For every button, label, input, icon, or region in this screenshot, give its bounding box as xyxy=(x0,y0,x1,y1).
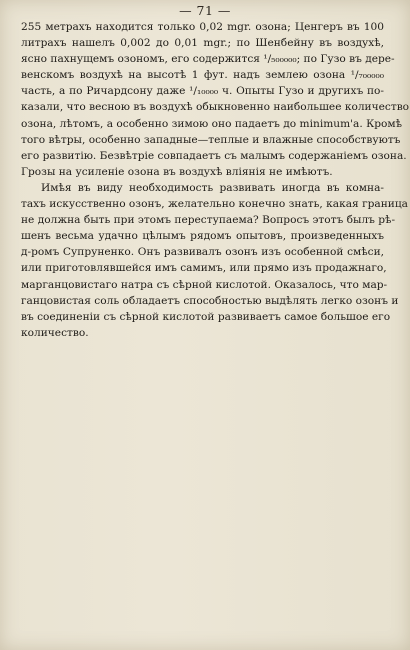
paragraph-1 xyxy=(21,19,410,180)
page-body xyxy=(21,19,410,341)
text-line: количество. xyxy=(21,326,89,339)
text-line: того вѣтры, особенно западные—теплые и влажные способствуютъ xyxy=(21,133,401,146)
text-line: его развитію. Безвѣтріе совпадаетъ съ малымъ содержаніемъ озона. xyxy=(21,149,407,162)
text-line: шенъ весьма удачно цѣлымъ рядомъ опытовъ, произведенныхъ xyxy=(21,230,384,243)
text-line: Имѣя въ виду необходимость развивать иногда въ комна- xyxy=(41,181,384,194)
text-line: д-ромъ Супруненко. Онъ развивалъ озонъ изъ особенной смѣси, xyxy=(21,246,384,259)
text-line: литрахъ нашелъ 0,002 до 0,01 mgr.; по Шенбейну въ воздухѣ, xyxy=(21,37,384,50)
text-line: ганцовистая соль обладаетъ способностью выдѣлять легко озонъ и xyxy=(21,294,399,307)
text-line: озона, лѣтомъ, а особенно зимою оно падаетъ до minimum'a. Кромѣ xyxy=(21,117,403,130)
text-line: марганцовистаго натра съ сѣрной кислотой. Оказалось, что мар- xyxy=(21,278,388,291)
text-line: 255 метрахъ находится только 0,02 mgr. озона; Ценгеръ въ 100 xyxy=(21,21,384,33)
text-line: тахъ искусственно озонъ, желательно конечно знать, какая граница xyxy=(21,198,408,211)
text-line: ясно пахнущемъ озономъ, его содержится ¹/₅₀₀₀₀₀; по Гузо въ дере- xyxy=(21,53,395,66)
text-line: или приготовлявшейся имъ самимъ, или прямо изъ продажнаго, xyxy=(21,262,387,275)
page-number: — 71 — xyxy=(179,3,231,18)
text-line: часть, а по Ричардсону даже ¹/₁₀₀₀₀ ч. Опыты Гузо и другихъ по- xyxy=(21,85,384,98)
text-line: Грозы на усиленіе озона въ воздухѣ вліянія не имѣютъ. xyxy=(21,165,333,178)
text-line: не должна быть при этомъ переступаема? Вопросъ этотъ былъ рѣ- xyxy=(21,214,396,227)
text-line: венскомъ воздухѣ на высотѣ 1 фут. надъ землею озона ¹/₇₀₀₀₀₀ xyxy=(21,69,384,82)
text-line: въ соединеніи съ сѣрной кислотой развиваетъ самое большое его xyxy=(21,310,391,323)
paragraph-2 xyxy=(21,180,408,341)
text-line: казали, что весною въ воздухѣ обыкновенно наибольшее количество xyxy=(21,101,410,114)
